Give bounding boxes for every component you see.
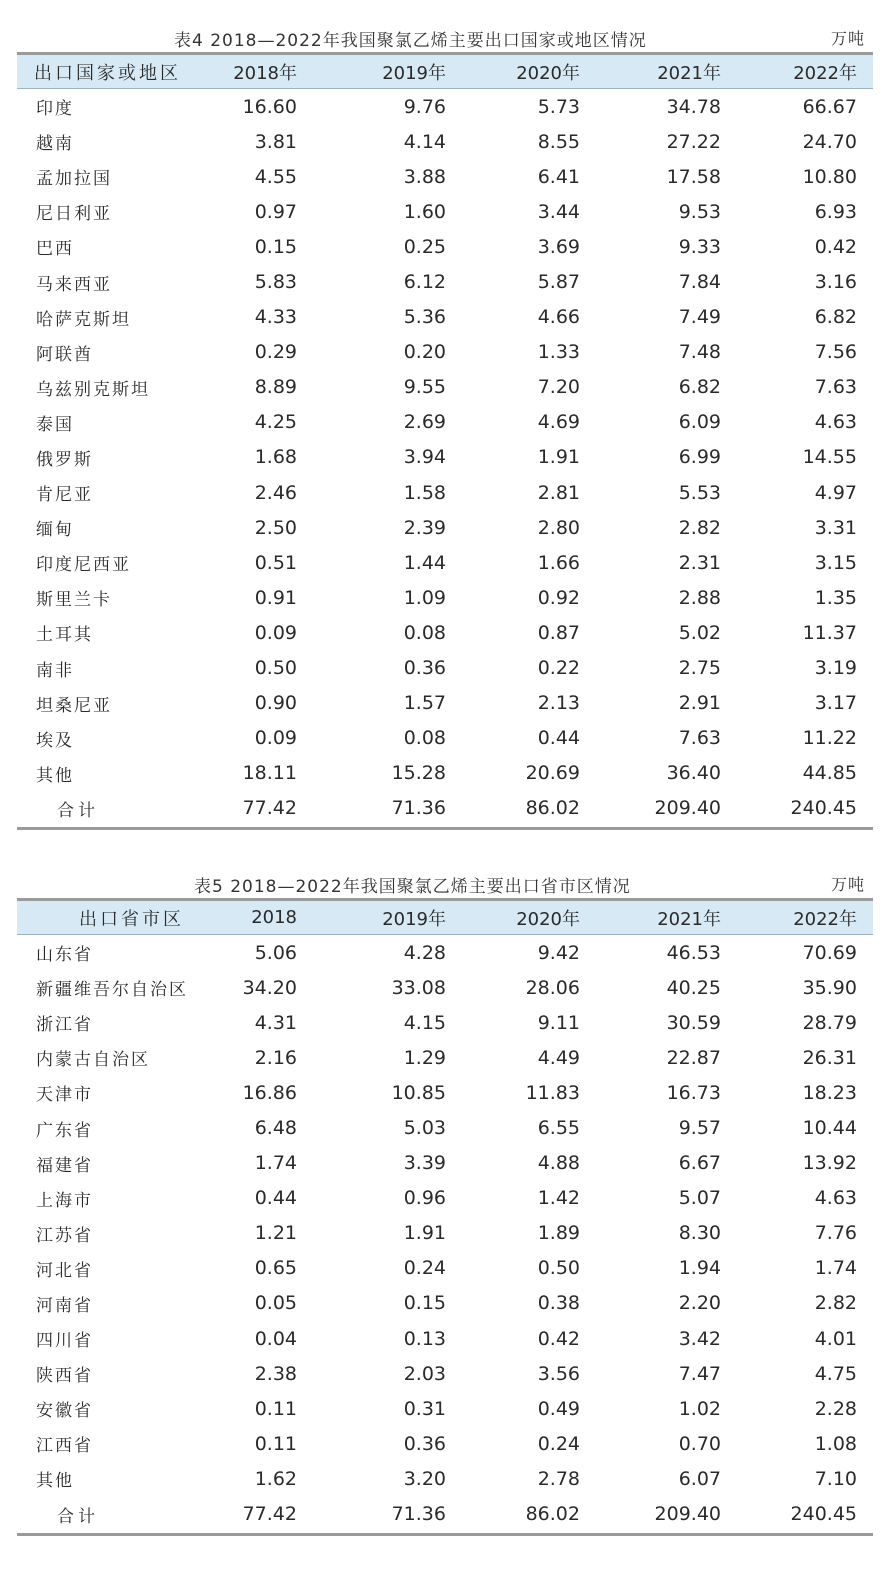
value-cell: 6.99 [678, 446, 721, 469]
value-cell: 0.44 [537, 727, 580, 750]
value-cell: 1.68 [254, 446, 297, 469]
row-label: 其他 [36, 765, 74, 786]
table-4-caption: 表4 2018—2022年我国聚氯乙烯主要出口国家或地区情况 [174, 31, 647, 51]
value-cell: 2.78 [537, 1467, 580, 1490]
value-cell: 0.87 [537, 621, 580, 644]
total-row [17, 1497, 873, 1532]
value-cell: 1.89 [537, 1222, 580, 1245]
bottom-rule [17, 827, 873, 830]
value-cell: 0.36 [403, 657, 446, 680]
value-cell: 1.29 [403, 1046, 446, 1069]
value-cell: 15.28 [391, 762, 446, 785]
value-cell: 1.91 [403, 1222, 446, 1245]
value-cell: 2.03 [403, 1362, 446, 1385]
header-label-column: 出口国家或地区 [34, 62, 181, 84]
value-cell: 3.15 [814, 551, 857, 574]
value-cell: 4.88 [537, 1152, 580, 1175]
table-row [17, 1216, 873, 1251]
header-year-column: 2020年 [516, 908, 580, 930]
value-cell: 2.80 [537, 516, 580, 539]
value-cell: 3.20 [403, 1467, 446, 1490]
value-cell: 4.63 [814, 1187, 857, 1210]
row-label: 泰国 [36, 414, 74, 435]
table-5-body [17, 935, 873, 1532]
table-row [17, 1251, 873, 1286]
value-cell: 1.74 [254, 1152, 297, 1175]
value-cell: 0.97 [254, 200, 297, 223]
value-cell: 0.90 [254, 692, 297, 715]
value-cell: 240.45 [790, 797, 857, 820]
value-cell: 2.16 [254, 1046, 297, 1069]
value-cell: 6.82 [678, 376, 721, 399]
table-5-header [17, 901, 873, 935]
value-cell: 17.58 [666, 165, 721, 188]
value-cell: 6.93 [814, 200, 857, 223]
value-cell: 10.80 [802, 165, 857, 188]
table-row [17, 89, 873, 124]
value-cell: 0.22 [537, 657, 580, 680]
value-cell: 11.22 [802, 727, 857, 750]
value-cell: 0.11 [254, 1397, 297, 1420]
value-cell: 30.59 [666, 1011, 721, 1034]
row-label: 江苏省 [36, 1225, 93, 1246]
table-5-caption: 表5 2018—2022年我国聚氯乙烯主要出口省市区情况 [194, 877, 631, 897]
header-year-column: 2022年 [793, 62, 857, 84]
table-row [17, 1146, 873, 1181]
value-cell: 6.41 [537, 165, 580, 188]
value-cell: 86.02 [525, 1503, 580, 1526]
row-label: 其他 [36, 1471, 74, 1492]
row-label: 山东省 [36, 945, 93, 966]
value-cell: 1.66 [537, 551, 580, 574]
value-cell: 0.04 [254, 1327, 297, 1350]
value-cell: 36.40 [666, 762, 721, 785]
value-cell: 3.69 [537, 235, 580, 258]
value-cell: 0.25 [403, 235, 446, 258]
table-4-caption-bar [17, 26, 873, 52]
value-cell: 7.84 [678, 271, 721, 294]
table-row [17, 1286, 873, 1321]
row-label: 河北省 [36, 1260, 93, 1281]
header-year-column: 2019年 [382, 62, 446, 84]
value-cell: 0.42 [537, 1327, 580, 1350]
value-cell: 3.31 [814, 516, 857, 539]
table-4 [17, 26, 873, 830]
row-label: 乌兹别克斯坦 [36, 379, 150, 400]
value-cell: 2.69 [403, 411, 446, 434]
table-row [17, 686, 873, 721]
value-cell: 0.49 [537, 1397, 580, 1420]
row-label: 缅甸 [36, 520, 74, 541]
table-row [17, 370, 873, 405]
row-label: 土耳其 [36, 625, 93, 646]
row-label: 埃及 [36, 730, 74, 751]
value-cell: 1.02 [678, 1397, 721, 1420]
table-row [17, 405, 873, 440]
value-cell: 4.28 [403, 941, 446, 964]
table-row [17, 756, 873, 791]
value-cell: 4.97 [814, 481, 857, 504]
value-cell: 34.20 [242, 976, 297, 999]
row-label: 陕西省 [36, 1366, 93, 1387]
value-cell: 8.89 [254, 376, 297, 399]
value-cell: 0.42 [814, 235, 857, 258]
value-cell: 2.13 [537, 692, 580, 715]
row-label: 天津市 [36, 1085, 93, 1106]
value-cell: 0.24 [403, 1257, 446, 1280]
row-label: 广东省 [36, 1120, 93, 1141]
value-cell: 4.25 [254, 411, 297, 434]
value-cell: 1.74 [814, 1257, 857, 1280]
table-row [17, 1040, 873, 1075]
value-cell: 34.78 [666, 95, 721, 118]
row-label: 内蒙古自治区 [36, 1050, 150, 1071]
row-label: 上海市 [36, 1190, 93, 1211]
header-label-column: 出口省市区 [79, 908, 184, 930]
value-cell: 70.69 [802, 941, 857, 964]
table-4-unit: 万吨 [830, 29, 865, 48]
value-cell: 8.30 [678, 1222, 721, 1245]
row-label: 新疆维吾尔自治区 [36, 980, 188, 1001]
value-cell: 209.40 [654, 1503, 721, 1526]
table-4-header [17, 55, 873, 89]
row-label: 福建省 [36, 1155, 93, 1176]
table-row [17, 1005, 873, 1040]
value-cell: 28.79 [802, 1011, 857, 1034]
value-cell: 0.11 [254, 1432, 297, 1455]
header-year-column: 2021年 [657, 908, 721, 930]
value-cell: 6.12 [403, 271, 446, 294]
value-cell: 1.33 [537, 341, 580, 364]
value-cell: 20.69 [525, 762, 580, 785]
table-5-unit: 万吨 [830, 875, 865, 894]
value-cell: 0.13 [403, 1327, 446, 1350]
value-cell: 4.15 [403, 1011, 446, 1034]
value-cell: 9.55 [403, 376, 446, 399]
value-cell: 5.06 [254, 941, 297, 964]
value-cell: 0.91 [254, 586, 297, 609]
value-cell: 0.31 [403, 1397, 446, 1420]
value-cell: 2.82 [678, 516, 721, 539]
table-row [17, 1075, 873, 1110]
value-cell: 6.09 [678, 411, 721, 434]
value-cell: 4.01 [814, 1327, 857, 1350]
value-cell: 0.08 [403, 727, 446, 750]
table-row [17, 1356, 873, 1391]
value-cell: 2.81 [537, 481, 580, 504]
value-cell: 7.56 [814, 341, 857, 364]
value-cell: 7.20 [537, 376, 580, 399]
value-cell: 1.44 [403, 551, 446, 574]
row-label: 尼日利亚 [36, 204, 112, 225]
header-year-column: 2020年 [516, 62, 580, 84]
value-cell: 1.09 [403, 586, 446, 609]
value-cell: 24.70 [802, 130, 857, 153]
table-row [17, 229, 873, 264]
row-label: 合计 [57, 800, 99, 821]
value-cell: 2.82 [814, 1292, 857, 1315]
table-row [17, 335, 873, 370]
value-cell: 7.76 [814, 1222, 857, 1245]
value-cell: 5.07 [678, 1187, 721, 1210]
value-cell: 77.42 [242, 1503, 297, 1526]
value-cell: 2.88 [678, 586, 721, 609]
table-row [17, 510, 873, 545]
value-cell: 3.16 [814, 271, 857, 294]
value-cell: 0.50 [537, 1257, 580, 1280]
row-label: 河南省 [36, 1295, 93, 1316]
value-cell: 2.75 [678, 657, 721, 680]
table-row [17, 1461, 873, 1496]
value-cell: 4.69 [537, 411, 580, 434]
value-cell: 0.15 [254, 235, 297, 258]
value-cell: 1.62 [254, 1467, 297, 1490]
value-cell: 4.75 [814, 1362, 857, 1385]
value-cell: 5.02 [678, 621, 721, 644]
table-row [17, 1321, 873, 1356]
value-cell: 0.50 [254, 657, 297, 680]
row-label: 巴西 [36, 239, 74, 260]
value-cell: 2.20 [678, 1292, 721, 1315]
row-label: 马来西亚 [36, 274, 112, 295]
row-label: 安徽省 [36, 1401, 93, 1422]
value-cell: 3.42 [678, 1327, 721, 1350]
value-cell: 6.07 [678, 1467, 721, 1490]
header-year-column: 2018年 [233, 62, 297, 84]
table-row [17, 545, 873, 580]
value-cell: 7.63 [678, 727, 721, 750]
value-cell: 71.36 [391, 1503, 446, 1526]
value-cell: 16.60 [242, 95, 297, 118]
value-cell: 3.81 [254, 130, 297, 153]
value-cell: 6.48 [254, 1117, 297, 1140]
row-label: 江西省 [36, 1436, 93, 1457]
value-cell: 2.38 [254, 1362, 297, 1385]
value-cell: 0.65 [254, 1257, 297, 1280]
value-cell: 7.63 [814, 376, 857, 399]
table-row [17, 300, 873, 335]
row-label: 阿联酋 [36, 344, 93, 365]
value-cell: 28.06 [525, 976, 580, 999]
table-4-body [17, 89, 873, 826]
value-cell: 8.55 [537, 130, 580, 153]
value-cell: 5.83 [254, 271, 297, 294]
table-row [17, 1181, 873, 1216]
table-row [17, 935, 873, 970]
value-cell: 7.48 [678, 341, 721, 364]
value-cell: 4.63 [814, 411, 857, 434]
value-cell: 7.47 [678, 1362, 721, 1385]
value-cell: 4.66 [537, 306, 580, 329]
value-cell: 0.08 [403, 621, 446, 644]
row-label: 南非 [36, 660, 74, 681]
bottom-rule [17, 1533, 873, 1536]
header-year-column: 2019年 [382, 908, 446, 930]
header-year-column: 2021年 [657, 62, 721, 84]
value-cell: 0.05 [254, 1292, 297, 1315]
value-cell: 0.44 [254, 1187, 297, 1210]
value-cell: 18.11 [242, 762, 297, 785]
value-cell: 2.31 [678, 551, 721, 574]
value-cell: 0.92 [537, 586, 580, 609]
value-cell: 22.87 [666, 1046, 721, 1069]
value-cell: 33.08 [391, 976, 446, 999]
value-cell: 1.58 [403, 481, 446, 504]
table-row [17, 194, 873, 229]
value-cell: 1.08 [814, 1432, 857, 1455]
table-row [17, 615, 873, 650]
value-cell: 9.57 [678, 1117, 721, 1140]
table-row [17, 721, 873, 756]
value-cell: 3.56 [537, 1362, 580, 1385]
value-cell: 26.31 [802, 1046, 857, 1069]
table-row [17, 124, 873, 159]
value-cell: 10.85 [391, 1081, 446, 1104]
table-row [17, 580, 873, 615]
row-label: 合计 [57, 1506, 99, 1527]
value-cell: 4.14 [403, 130, 446, 153]
value-cell: 46.53 [666, 941, 721, 964]
table-5 [17, 872, 873, 1536]
total-row [17, 791, 873, 826]
value-cell: 240.45 [790, 1503, 857, 1526]
value-cell: 4.49 [537, 1046, 580, 1069]
value-cell: 3.88 [403, 165, 446, 188]
value-cell: 14.55 [802, 446, 857, 469]
table-5-caption-bar [17, 872, 873, 898]
value-cell: 77.42 [242, 797, 297, 820]
value-cell: 0.09 [254, 727, 297, 750]
value-cell: 1.42 [537, 1187, 580, 1210]
value-cell: 0.09 [254, 621, 297, 644]
value-cell: 10.44 [802, 1117, 857, 1140]
row-label: 孟加拉国 [36, 169, 112, 190]
value-cell: 1.91 [537, 446, 580, 469]
value-cell: 16.86 [242, 1081, 297, 1104]
value-cell: 44.85 [802, 762, 857, 785]
value-cell: 7.49 [678, 306, 721, 329]
value-cell: 0.38 [537, 1292, 580, 1315]
value-cell: 3.94 [403, 446, 446, 469]
value-cell: 1.57 [403, 692, 446, 715]
value-cell: 6.55 [537, 1117, 580, 1140]
value-cell: 35.90 [802, 976, 857, 999]
row-label: 哈萨克斯坦 [36, 309, 131, 330]
table-row [17, 440, 873, 475]
value-cell: 0.15 [403, 1292, 446, 1315]
table-row [17, 1110, 873, 1145]
row-label: 俄罗斯 [36, 449, 93, 470]
value-cell: 2.50 [254, 516, 297, 539]
value-cell: 18.23 [802, 1081, 857, 1104]
value-cell: 2.91 [678, 692, 721, 715]
row-label: 越南 [36, 134, 74, 155]
row-label: 肯尼亚 [36, 485, 93, 506]
value-cell: 0.36 [403, 1432, 446, 1455]
value-cell: 71.36 [391, 797, 446, 820]
table-row [17, 159, 873, 194]
value-cell: 11.83 [525, 1081, 580, 1104]
table-row [17, 264, 873, 299]
value-cell: 1.94 [678, 1257, 721, 1280]
value-cell: 2.39 [403, 516, 446, 539]
value-cell: 0.51 [254, 551, 297, 574]
value-cell: 1.60 [403, 200, 446, 223]
value-cell: 66.67 [802, 95, 857, 118]
value-cell: 6.82 [814, 306, 857, 329]
value-cell: 4.55 [254, 165, 297, 188]
value-cell: 4.33 [254, 306, 297, 329]
table-row [17, 1426, 873, 1461]
header-year-column: 2022年 [793, 908, 857, 930]
table-row [17, 475, 873, 510]
row-label: 四川省 [36, 1331, 93, 1352]
value-cell: 9.42 [537, 941, 580, 964]
value-cell: 5.73 [537, 95, 580, 118]
table-row [17, 970, 873, 1005]
table-row [17, 1391, 873, 1426]
header-year-column: 2018 [251, 907, 297, 928]
value-cell: 40.25 [666, 976, 721, 999]
value-cell: 1.35 [814, 586, 857, 609]
value-cell: 13.92 [802, 1152, 857, 1175]
value-cell: 4.31 [254, 1011, 297, 1034]
value-cell: 3.44 [537, 200, 580, 223]
value-cell: 16.73 [666, 1081, 721, 1104]
row-label: 坦桑尼亚 [36, 695, 112, 716]
value-cell: 9.76 [403, 95, 446, 118]
value-cell: 2.28 [814, 1397, 857, 1420]
row-label: 印度尼西亚 [36, 555, 131, 576]
value-cell: 0.70 [678, 1432, 721, 1455]
value-cell: 5.36 [403, 306, 446, 329]
value-cell: 5.53 [678, 481, 721, 504]
value-cell: 0.24 [537, 1432, 580, 1455]
value-cell: 209.40 [654, 797, 721, 820]
value-cell: 9.53 [678, 200, 721, 223]
value-cell: 9.33 [678, 235, 721, 258]
value-cell: 1.21 [254, 1222, 297, 1245]
row-label: 印度 [36, 99, 74, 120]
value-cell: 7.10 [814, 1467, 857, 1490]
row-label: 浙江省 [36, 1015, 93, 1036]
value-cell: 5.03 [403, 1117, 446, 1140]
value-cell: 0.29 [254, 341, 297, 364]
value-cell: 3.19 [814, 657, 857, 680]
value-cell: 3.39 [403, 1152, 446, 1175]
value-cell: 0.20 [403, 341, 446, 364]
value-cell: 6.67 [678, 1152, 721, 1175]
value-cell: 9.11 [537, 1011, 580, 1034]
table-row [17, 651, 873, 686]
value-cell: 5.87 [537, 271, 580, 294]
value-cell: 3.17 [814, 692, 857, 715]
value-cell: 2.46 [254, 481, 297, 504]
value-cell: 27.22 [666, 130, 721, 153]
value-cell: 86.02 [525, 797, 580, 820]
value-cell: 0.96 [403, 1187, 446, 1210]
value-cell: 11.37 [802, 621, 857, 644]
row-label: 斯里兰卡 [36, 590, 112, 611]
